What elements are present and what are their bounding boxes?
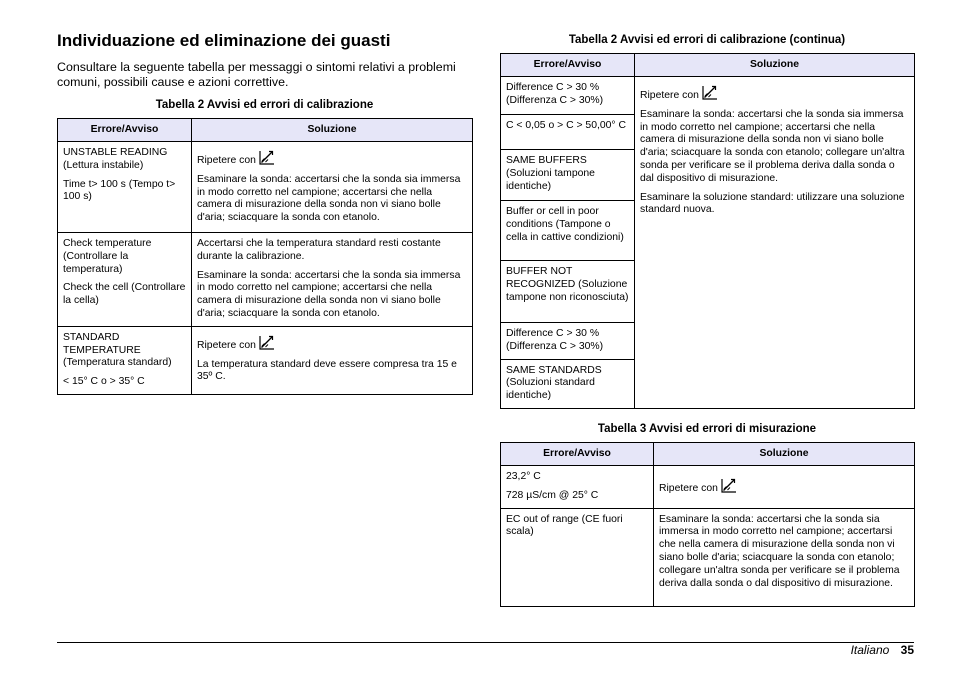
error-cell: BUFFER NOT RECOGNIZED (Soluzione tampone non riconosciuta) (501, 261, 635, 323)
solution-text: Accertarsi che la temperatura standard resti costante durante la calibrazione. (197, 238, 441, 262)
table3-header-error: Errore/Avviso (501, 443, 654, 466)
error-text: 728 µS/cm @ 25° C (506, 489, 599, 501)
repeat-line (640, 85, 910, 103)
error-cell (58, 142, 192, 233)
error-text: UNSTABLE READING (Lettura instabile) (63, 147, 168, 171)
solution-cell (192, 142, 473, 233)
error-cell (501, 466, 654, 509)
error-text: Check the cell (Controllare la cella) (63, 282, 186, 307)
calibrate-icon (259, 335, 275, 350)
error-text: STANDARD TEMPERATURE (Temperatura standard) (63, 331, 172, 369)
table2cont-header-error: Errore/Avviso (501, 54, 635, 77)
calibrate-icon (702, 85, 718, 100)
table2-header-row (58, 119, 473, 142)
table3-header-solution: Soluzione (654, 443, 915, 466)
table2cont-header-row (501, 54, 915, 77)
table-row (501, 77, 915, 115)
error-cell: Difference C > 30 % (Differenza C > 30%) (501, 323, 635, 360)
error-text: Time t> 100 s (Tempo t> 100 s) (63, 178, 176, 203)
intro-paragraph: Consultare la seguente tabella per messaggi o sintomi relativi a problemi comuni, possibili cause e azioni correttive. (57, 60, 456, 89)
error-cell (58, 233, 192, 327)
table-row (58, 142, 473, 233)
solution-cell (654, 466, 915, 509)
table3-caption: Tabella 3 Avvisi ed errori di misurazione (597, 423, 817, 435)
table2-header-solution: Soluzione (192, 119, 473, 142)
table-row (58, 326, 473, 394)
table-row (501, 466, 915, 509)
table3 (500, 442, 915, 607)
error-cell (58, 326, 192, 394)
page-number: 35 (900, 643, 914, 657)
page-footer (851, 643, 914, 657)
table2-continued (500, 53, 915, 409)
error-text: 23,2° C (506, 471, 541, 482)
table2cont-caption: Tabella 2 Avvisi ed errori di calibrazione (continua) (568, 34, 846, 46)
solution-cell (192, 326, 473, 394)
table3-header-row (501, 443, 915, 466)
solution-text: Esaminare la sonda: accertarsi che la sonda sia immersa in modo corretto nel campione; accertarsi che nella camera di misurazione della sonda non vi siano bolle d'aria; sciacquare la sonda con etanolo. (197, 269, 461, 319)
solution-text: Esaminare la sonda: accertarsi che la sonda sia immersa in modo corretto nel campione; accertarsi che nella camera di misurazione della sonda non vi siano bolle d'aria; sciacquare la sonda con etanolo; collegare un'altra sonda per verificare se il problema deriva dalla sonda o dal dispositivo di misurazione. (640, 108, 905, 184)
footer-language: Italiano (850, 643, 890, 657)
table2 (57, 118, 473, 395)
error-cell: EC out of range (CE fuori scala) (501, 508, 654, 606)
table2-caption: Tabella 2 Avvisi ed errori di calibrazione (155, 99, 374, 111)
error-cell: Difference C > 30 % (Differenza C > 30%) (501, 77, 635, 115)
repeat-text: Ripetere con (197, 339, 256, 351)
error-text: < 15° C o > 35° C (63, 376, 145, 388)
solution-cell: Esaminare la sonda: accertarsi che la sonda sia immersa in modo corretto nel campione; accertarsi che nella camera di misurazione della sonda non vi siano bolle d'aria; sciacquare la sonda con etanolo; collegare un'altra sonda per verificare se il problema deriva dalla sonda o dal dispositivo di misurazione. (654, 508, 915, 606)
repeat-line (197, 335, 468, 353)
solution-text: Esaminare la soluzione standard: utilizzare una soluzione standard nuova. (640, 191, 905, 216)
calibrate-icon (721, 478, 737, 493)
solution-text: La temperatura standard deve essere compresa tra 15 e 35º C. (197, 358, 457, 383)
solution-text: Esaminare la sonda: accertarsi che la sonda sia immersa in modo corretto nel campione; accertarsi che nella camera di misurazione della sonda non vi siano bolle d'aria; sciacquare la sonda con etanolo. (197, 173, 461, 224)
error-text: Check temperature (Controllare la temperatura) (63, 238, 152, 275)
page-title: Individuazione ed eliminazione dei guasti (57, 31, 391, 50)
repeat-line (197, 150, 468, 168)
error-cell: Buffer or cell in poor conditions (Tampone o cella in cattive condizioni) (501, 201, 635, 261)
repeat-text: Ripetere con (659, 482, 718, 494)
calibrate-icon (259, 150, 275, 165)
solution-cell (635, 77, 915, 409)
footer-divider (57, 642, 914, 643)
repeat-text: Ripetere con (197, 155, 256, 166)
solution-cell (192, 233, 473, 327)
error-cell: SAME STANDARDS (Soluzioni standard identiche) (501, 359, 635, 408)
table-row (58, 233, 473, 327)
table-row (501, 508, 915, 606)
error-cell: SAME BUFFERS (Soluzioni tampone identiche) (501, 150, 635, 201)
table2-header-error: Errore/Avviso (58, 119, 192, 142)
repeat-line (659, 478, 910, 496)
table2cont-header-solution: Soluzione (635, 54, 915, 77)
error-cell: C < 0,05 o > C > 50,00° C (501, 115, 635, 150)
repeat-text: Ripetere con (640, 90, 699, 101)
